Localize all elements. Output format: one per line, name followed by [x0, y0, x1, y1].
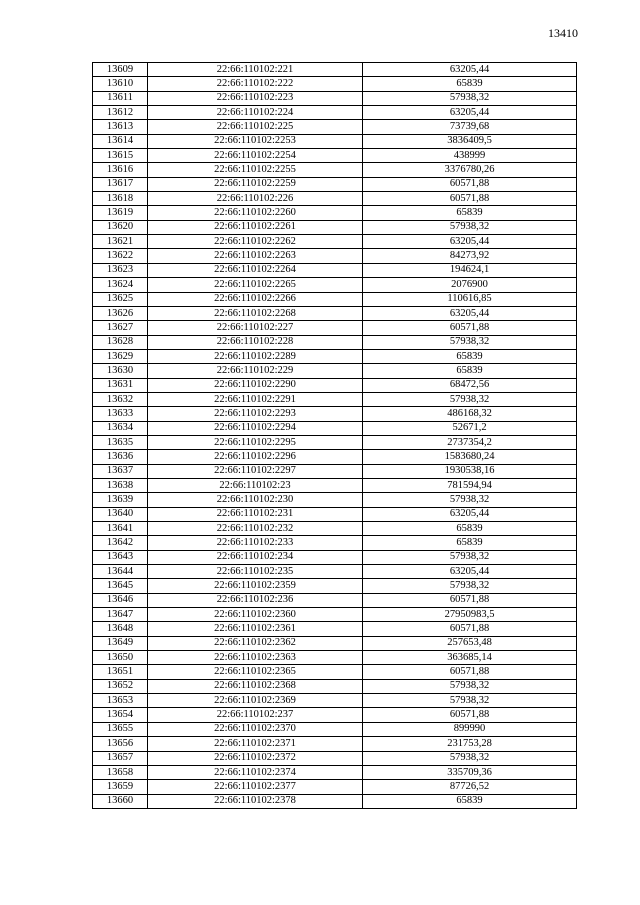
row-number-cell: 13611 — [93, 91, 148, 105]
cadastral-number-cell: 22:66:110102:228 — [148, 335, 363, 349]
row-number-cell: 13659 — [93, 780, 148, 794]
cadastral-number-cell: 22:66:110102:2374 — [148, 765, 363, 779]
cadastral-number-cell: 22:66:110102:2294 — [148, 421, 363, 435]
value-cell: 335709,36 — [363, 765, 577, 779]
table-row — [93, 77, 577, 91]
row-number-cell: 13613 — [93, 120, 148, 134]
cadastral-number-cell: 22:66:110102:236 — [148, 593, 363, 607]
row-number-cell: 13620 — [93, 220, 148, 234]
table-row — [93, 220, 577, 234]
table-row — [93, 708, 577, 722]
value-cell: 110616,85 — [363, 292, 577, 306]
table-row — [93, 349, 577, 363]
cadastral-number-cell: 22:66:110102:2262 — [148, 235, 363, 249]
row-number-cell: 13652 — [93, 679, 148, 693]
row-number-cell: 13656 — [93, 737, 148, 751]
table-row — [93, 278, 577, 292]
value-cell: 60571,88 — [363, 708, 577, 722]
table-row — [93, 608, 577, 622]
table-body — [93, 63, 577, 809]
row-number-cell: 13645 — [93, 579, 148, 593]
row-number-cell: 13630 — [93, 364, 148, 378]
cadastral-number-cell: 22:66:110102:2371 — [148, 737, 363, 751]
row-number-cell: 13635 — [93, 435, 148, 449]
row-number-cell: 13651 — [93, 665, 148, 679]
table-row — [93, 63, 577, 77]
table-row — [93, 378, 577, 392]
value-cell: 60571,88 — [363, 665, 577, 679]
value-cell: 438999 — [363, 149, 577, 163]
value-cell: 57938,32 — [363, 335, 577, 349]
cadastral-number-cell: 22:66:110102:2289 — [148, 349, 363, 363]
row-number-cell: 13622 — [93, 249, 148, 263]
row-number-cell: 13640 — [93, 507, 148, 521]
cadastral-number-cell: 22:66:110102:2377 — [148, 780, 363, 794]
row-number-cell: 13610 — [93, 77, 148, 91]
row-number-cell: 13647 — [93, 608, 148, 622]
value-cell: 57938,32 — [363, 493, 577, 507]
row-number-cell: 13621 — [93, 235, 148, 249]
cadastral-number-cell: 22:66:110102:2368 — [148, 679, 363, 693]
row-number-cell: 13650 — [93, 651, 148, 665]
table-row — [93, 120, 577, 134]
cadastral-number-cell: 22:66:110102:235 — [148, 565, 363, 579]
cadastral-number-cell: 22:66:110102:2370 — [148, 722, 363, 736]
value-cell: 63205,44 — [363, 565, 577, 579]
table-row — [93, 263, 577, 277]
value-cell: 60571,88 — [363, 593, 577, 607]
table-row — [93, 694, 577, 708]
table-row — [93, 134, 577, 148]
table-row — [93, 665, 577, 679]
table-row — [93, 751, 577, 765]
row-number-cell: 13617 — [93, 177, 148, 191]
row-number-cell: 13657 — [93, 751, 148, 765]
table-row — [93, 306, 577, 320]
cadastral-number-cell: 22:66:110102:232 — [148, 522, 363, 536]
value-cell: 486168,32 — [363, 407, 577, 421]
value-cell: 63205,44 — [363, 63, 577, 77]
row-number-cell: 13638 — [93, 478, 148, 492]
row-number-cell: 13614 — [93, 134, 148, 148]
row-number-cell: 13654 — [93, 708, 148, 722]
cadastral-number-cell: 22:66:110102:224 — [148, 106, 363, 120]
table-row — [93, 177, 577, 191]
cadastral-number-cell: 22:66:110102:230 — [148, 493, 363, 507]
table-row — [93, 765, 577, 779]
row-number-cell: 13634 — [93, 421, 148, 435]
row-number-cell: 13660 — [93, 794, 148, 808]
page-number: 13410 — [548, 26, 578, 40]
cadastral-number-cell: 22:66:110102:2253 — [148, 134, 363, 148]
table-row — [93, 235, 577, 249]
table-row — [93, 392, 577, 406]
value-cell: 65839 — [363, 536, 577, 550]
row-number-cell: 13625 — [93, 292, 148, 306]
cadastral-number-cell: 22:66:110102:2378 — [148, 794, 363, 808]
row-number-cell: 13649 — [93, 636, 148, 650]
table-row — [93, 321, 577, 335]
table-row — [93, 622, 577, 636]
cadastral-number-cell: 22:66:110102:2362 — [148, 636, 363, 650]
value-cell: 3376780,26 — [363, 163, 577, 177]
table-row — [93, 192, 577, 206]
cadastral-number-cell: 22:66:110102:2296 — [148, 450, 363, 464]
table-row — [93, 579, 577, 593]
table-row — [93, 206, 577, 220]
row-number-cell: 13623 — [93, 263, 148, 277]
value-cell: 57938,32 — [363, 579, 577, 593]
table-row — [93, 722, 577, 736]
cadastral-number-cell: 22:66:110102:2264 — [148, 263, 363, 277]
row-number-cell: 13628 — [93, 335, 148, 349]
value-cell: 63205,44 — [363, 306, 577, 320]
table-row — [93, 478, 577, 492]
row-number-cell: 13632 — [93, 392, 148, 406]
value-cell: 1930538,16 — [363, 464, 577, 478]
value-cell: 63205,44 — [363, 507, 577, 521]
value-cell: 57938,32 — [363, 91, 577, 105]
cadastral-number-cell: 22:66:110102:2372 — [148, 751, 363, 765]
table-row — [93, 106, 577, 120]
table-row — [93, 421, 577, 435]
cadastral-number-cell: 22:66:110102:221 — [148, 63, 363, 77]
row-number-cell: 13636 — [93, 450, 148, 464]
value-cell: 1583680,24 — [363, 450, 577, 464]
row-number-cell: 13655 — [93, 722, 148, 736]
row-number-cell: 13637 — [93, 464, 148, 478]
cadastral-number-cell: 22:66:110102:2265 — [148, 278, 363, 292]
value-cell: 57938,32 — [363, 550, 577, 564]
table-row — [93, 507, 577, 521]
table-row — [93, 593, 577, 607]
row-number-cell: 13629 — [93, 349, 148, 363]
cadastral-number-cell: 22:66:110102:2261 — [148, 220, 363, 234]
cadastral-number-cell: 22:66:110102:2266 — [148, 292, 363, 306]
cadastral-number-cell: 22:66:110102:222 — [148, 77, 363, 91]
cadastral-number-cell: 22:66:110102:237 — [148, 708, 363, 722]
table-row — [93, 780, 577, 794]
table-row — [93, 149, 577, 163]
value-cell: 57938,32 — [363, 751, 577, 765]
table-row — [93, 565, 577, 579]
value-cell: 57938,32 — [363, 392, 577, 406]
table-row — [93, 407, 577, 421]
value-cell: 60571,88 — [363, 192, 577, 206]
value-cell: 363685,14 — [363, 651, 577, 665]
data-table — [92, 62, 577, 809]
cadastral-number-cell: 22:66:110102:2263 — [148, 249, 363, 263]
row-number-cell: 13658 — [93, 765, 148, 779]
value-cell: 2076900 — [363, 278, 577, 292]
cadastral-number-cell: 22:66:110102:225 — [148, 120, 363, 134]
table-row — [93, 794, 577, 808]
cadastral-number-cell: 22:66:110102:2363 — [148, 651, 363, 665]
row-number-cell: 13641 — [93, 522, 148, 536]
row-number-cell: 13631 — [93, 378, 148, 392]
row-number-cell: 13648 — [93, 622, 148, 636]
cadastral-number-cell: 22:66:110102:2259 — [148, 177, 363, 191]
cadastral-number-cell: 22:66:110102:2360 — [148, 608, 363, 622]
value-cell: 3836409,5 — [363, 134, 577, 148]
value-cell: 63205,44 — [363, 106, 577, 120]
table-row — [93, 679, 577, 693]
table-row — [93, 435, 577, 449]
value-cell: 899990 — [363, 722, 577, 736]
value-cell: 65839 — [363, 349, 577, 363]
table-row — [93, 450, 577, 464]
value-cell: 27950983,5 — [363, 608, 577, 622]
cadastral-number-cell: 22:66:110102:2359 — [148, 579, 363, 593]
table-row — [93, 249, 577, 263]
row-number-cell: 13616 — [93, 163, 148, 177]
value-cell: 84273,92 — [363, 249, 577, 263]
cadastral-number-cell: 22:66:110102:226 — [148, 192, 363, 206]
row-number-cell: 13653 — [93, 694, 148, 708]
table-row — [93, 636, 577, 650]
row-number-cell: 13627 — [93, 321, 148, 335]
row-number-cell: 13633 — [93, 407, 148, 421]
cadastral-number-cell: 22:66:110102:2369 — [148, 694, 363, 708]
table-row — [93, 651, 577, 665]
cadastral-number-cell: 22:66:110102:2254 — [148, 149, 363, 163]
cadastral-number-cell: 22:66:110102:2291 — [148, 392, 363, 406]
value-cell: 68472,56 — [363, 378, 577, 392]
value-cell: 65839 — [363, 77, 577, 91]
value-cell: 87726,52 — [363, 780, 577, 794]
cadastral-number-cell: 22:66:110102:2293 — [148, 407, 363, 421]
row-number-cell: 13615 — [93, 149, 148, 163]
value-cell: 57938,32 — [363, 679, 577, 693]
cadastral-number-cell: 22:66:110102:231 — [148, 507, 363, 521]
value-cell: 52671,2 — [363, 421, 577, 435]
value-cell: 2737354,2 — [363, 435, 577, 449]
row-number-cell: 13612 — [93, 106, 148, 120]
row-number-cell: 13643 — [93, 550, 148, 564]
row-number-cell: 13619 — [93, 206, 148, 220]
value-cell: 781594,94 — [363, 478, 577, 492]
cadastral-number-cell: 22:66:110102:223 — [148, 91, 363, 105]
row-number-cell: 13642 — [93, 536, 148, 550]
table-row — [93, 163, 577, 177]
table-row — [93, 737, 577, 751]
value-cell: 65839 — [363, 522, 577, 536]
cadastral-number-cell: 22:66:110102:227 — [148, 321, 363, 335]
table-row — [93, 292, 577, 306]
cadastral-number-cell: 22:66:110102:23 — [148, 478, 363, 492]
table-row — [93, 550, 577, 564]
cadastral-number-cell: 22:66:110102:2365 — [148, 665, 363, 679]
row-number-cell: 13618 — [93, 192, 148, 206]
table-row — [93, 91, 577, 105]
table-row — [93, 364, 577, 378]
table-row — [93, 536, 577, 550]
value-cell: 65839 — [363, 794, 577, 808]
value-cell: 231753,28 — [363, 737, 577, 751]
cadastral-number-cell: 22:66:110102:2255 — [148, 163, 363, 177]
value-cell: 65839 — [363, 364, 577, 378]
cadastral-number-cell: 22:66:110102:229 — [148, 364, 363, 378]
table-row — [93, 335, 577, 349]
value-cell: 73739,68 — [363, 120, 577, 134]
table-row — [93, 522, 577, 536]
row-number-cell: 13609 — [93, 63, 148, 77]
cadastral-number-cell: 22:66:110102:234 — [148, 550, 363, 564]
cadastral-number-cell: 22:66:110102:2268 — [148, 306, 363, 320]
value-cell: 63205,44 — [363, 235, 577, 249]
cadastral-number-cell: 22:66:110102:2361 — [148, 622, 363, 636]
cadastral-number-cell: 22:66:110102:2260 — [148, 206, 363, 220]
value-cell: 60571,88 — [363, 177, 577, 191]
value-cell: 60571,88 — [363, 321, 577, 335]
row-number-cell: 13639 — [93, 493, 148, 507]
row-number-cell: 13646 — [93, 593, 148, 607]
table-row — [93, 493, 577, 507]
value-cell: 65839 — [363, 206, 577, 220]
cadastral-number-cell: 22:66:110102:233 — [148, 536, 363, 550]
value-cell: 57938,32 — [363, 694, 577, 708]
row-number-cell: 13624 — [93, 278, 148, 292]
value-cell: 194624,1 — [363, 263, 577, 277]
row-number-cell: 13626 — [93, 306, 148, 320]
table-row — [93, 464, 577, 478]
cadastral-number-cell: 22:66:110102:2290 — [148, 378, 363, 392]
cadastral-number-cell: 22:66:110102:2295 — [148, 435, 363, 449]
cadastral-number-cell: 22:66:110102:2297 — [148, 464, 363, 478]
value-cell: 57938,32 — [363, 220, 577, 234]
row-number-cell: 13644 — [93, 565, 148, 579]
value-cell: 257653,48 — [363, 636, 577, 650]
value-cell: 60571,88 — [363, 622, 577, 636]
